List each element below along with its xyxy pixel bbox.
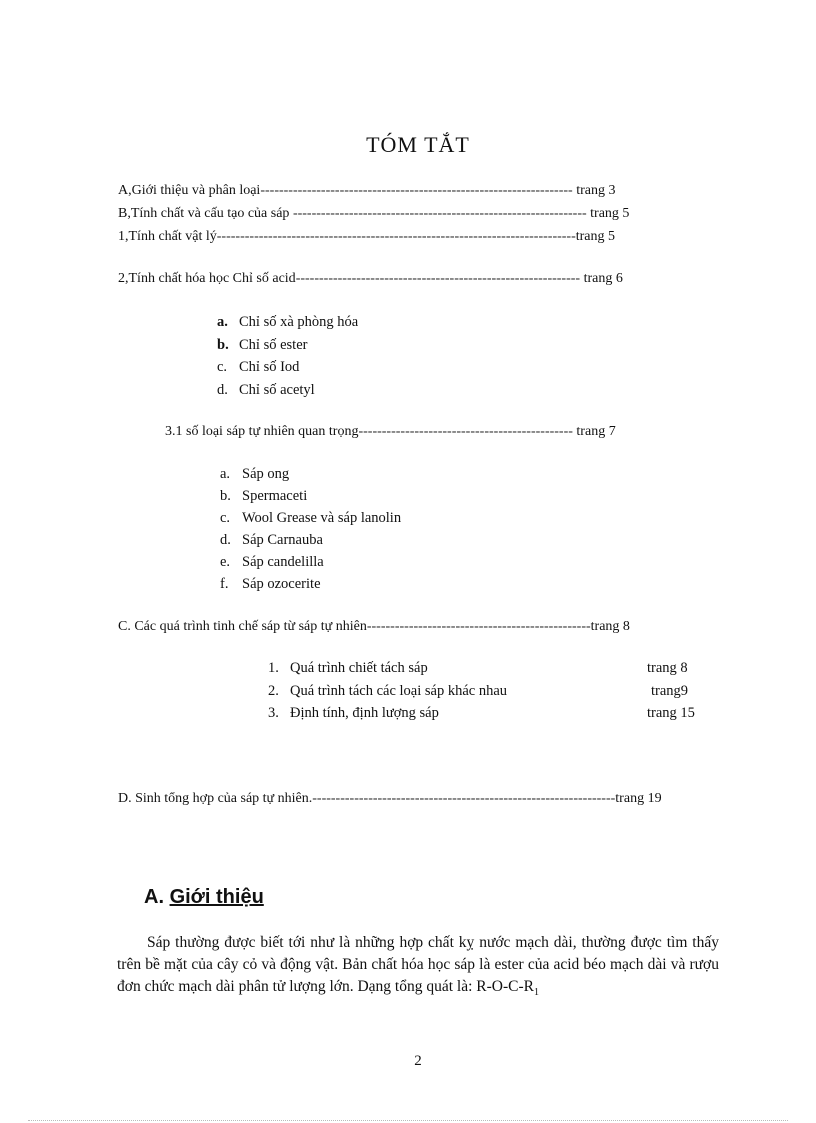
list-text: Spermaceti bbox=[242, 488, 308, 504]
toc-entry-text: 1,Tính chất vật lý bbox=[118, 229, 217, 244]
toc-entry-c bbox=[118, 618, 630, 636]
toc-dots: --------------------------------------------------------------- bbox=[289, 206, 587, 221]
list-text: Chỉ số acetyl bbox=[239, 382, 315, 398]
list-label: d. bbox=[217, 382, 228, 398]
toc-entry-2 bbox=[118, 270, 623, 288]
list-label: d. bbox=[220, 532, 231, 548]
list-text: Sáp ong bbox=[242, 466, 290, 482]
toc-entry-text: D. Sinh tổng hợp của sáp tự nhiên. bbox=[118, 791, 313, 806]
toc-page: trang 19 bbox=[615, 791, 662, 806]
toc-entry-d bbox=[118, 790, 662, 808]
toc-dots: ---------------------------------------------- bbox=[358, 424, 573, 439]
list-text: Sáp ozocerite bbox=[242, 576, 321, 592]
list-label: 2. bbox=[268, 683, 279, 699]
section-heading bbox=[144, 886, 264, 909]
toc-page: trang 3 bbox=[572, 183, 616, 198]
list-text: Sáp Carnauba bbox=[242, 532, 323, 548]
list-label: f. bbox=[220, 576, 229, 592]
list-item bbox=[217, 381, 315, 399]
list-item bbox=[268, 704, 439, 722]
toc-dots: ------------------------------------------------------------- bbox=[295, 271, 581, 286]
toc-entry-3-1 bbox=[165, 423, 616, 441]
toc-page: trang 5 bbox=[586, 206, 630, 221]
list-item bbox=[217, 313, 358, 331]
list-label: 1. bbox=[268, 660, 279, 676]
toc-dots: ----------------------------------------------------------------- bbox=[312, 791, 616, 806]
page-number: 2 bbox=[414, 1053, 422, 1069]
toc-entry-text: 3.1 số loại sáp tự nhiên quan trọng bbox=[165, 424, 359, 439]
toc-dots: ----------------------------------------------------------------------------- bbox=[216, 229, 576, 244]
heading-prefix: A. bbox=[144, 886, 170, 908]
toc-entry-text: C. Các quá trình tinh chế sáp từ sáp tự nhiên bbox=[118, 619, 367, 634]
list-text: Định tính, định lượng sáp bbox=[290, 705, 439, 721]
list-item bbox=[220, 575, 321, 593]
list-page: trang9 bbox=[651, 683, 689, 699]
toc-page: trang 6 bbox=[580, 271, 623, 286]
list-item bbox=[220, 509, 401, 527]
toc-dots: ------------------------------------------------ bbox=[366, 619, 591, 634]
list-label: a. bbox=[220, 466, 231, 482]
list-text: Wool Grease và sáp lanolin bbox=[242, 510, 402, 526]
list-item bbox=[220, 487, 307, 505]
toc-entry-text: B,Tính chất và cấu tạo của sáp bbox=[118, 206, 290, 221]
toc-page: trang 8 bbox=[590, 619, 630, 634]
list-page: trang 15 bbox=[647, 705, 695, 721]
toc-page: trang 7 bbox=[572, 424, 616, 439]
list-page: trang 8 bbox=[647, 660, 688, 676]
list-label: c. bbox=[217, 359, 228, 375]
list-item bbox=[220, 553, 324, 571]
toc-entry-1 bbox=[118, 228, 615, 246]
list-text: Sáp candelilla bbox=[242, 554, 324, 570]
list-label: a. bbox=[217, 314, 228, 330]
toc-entry-text: A,Giới thiệu và phân loại bbox=[118, 183, 261, 198]
list-label: b. bbox=[220, 488, 231, 504]
list-item bbox=[220, 465, 289, 483]
intro-paragraph bbox=[117, 932, 719, 1004]
heading-text: Giới thiệu bbox=[169, 886, 264, 908]
list-item bbox=[217, 336, 307, 354]
list-item bbox=[268, 659, 428, 677]
list-text: Quá trình tách các loại sáp khác nhau bbox=[290, 683, 508, 699]
page-title: TÓM TẮT bbox=[366, 132, 470, 157]
toc-page: trang 5 bbox=[575, 229, 616, 244]
list-label: b. bbox=[217, 337, 229, 353]
list-item bbox=[217, 358, 299, 376]
intro-subscript: 1 bbox=[533, 987, 539, 999]
list-item bbox=[268, 682, 507, 700]
list-text: Quá trình chiết tách sáp bbox=[290, 660, 428, 676]
toc-dots: ------------------------------------------------------------------- bbox=[260, 183, 573, 198]
toc-entry-a bbox=[118, 182, 615, 200]
toc-entry-b bbox=[118, 205, 629, 223]
list-item bbox=[220, 531, 323, 549]
list-label: c. bbox=[220, 510, 231, 526]
list-text: Chỉ số xà phòng hóa bbox=[239, 314, 359, 330]
list-label: 3. bbox=[268, 705, 279, 721]
page-divider bbox=[28, 1120, 788, 1121]
list-text: Chỉ số Iod bbox=[239, 359, 300, 375]
list-label: e. bbox=[220, 554, 231, 570]
toc-entry-text: 2,Tính chất hóa học Chỉ số acid bbox=[118, 271, 296, 286]
list-text: Chỉ số ester bbox=[239, 337, 308, 353]
intro-text: Sáp thường được biết tới như là những hợp chất kỵ nước mạch dài, thường được tìm thấy trên bề mặt của cây cỏ và động vật. Bản chất hóa học sáp là ester của acid béo mạch dài và rượu đơn chức mạch dài phân tử lượng lớn. Dạng tổng quát là: R-O-C-R bbox=[117, 934, 719, 995]
